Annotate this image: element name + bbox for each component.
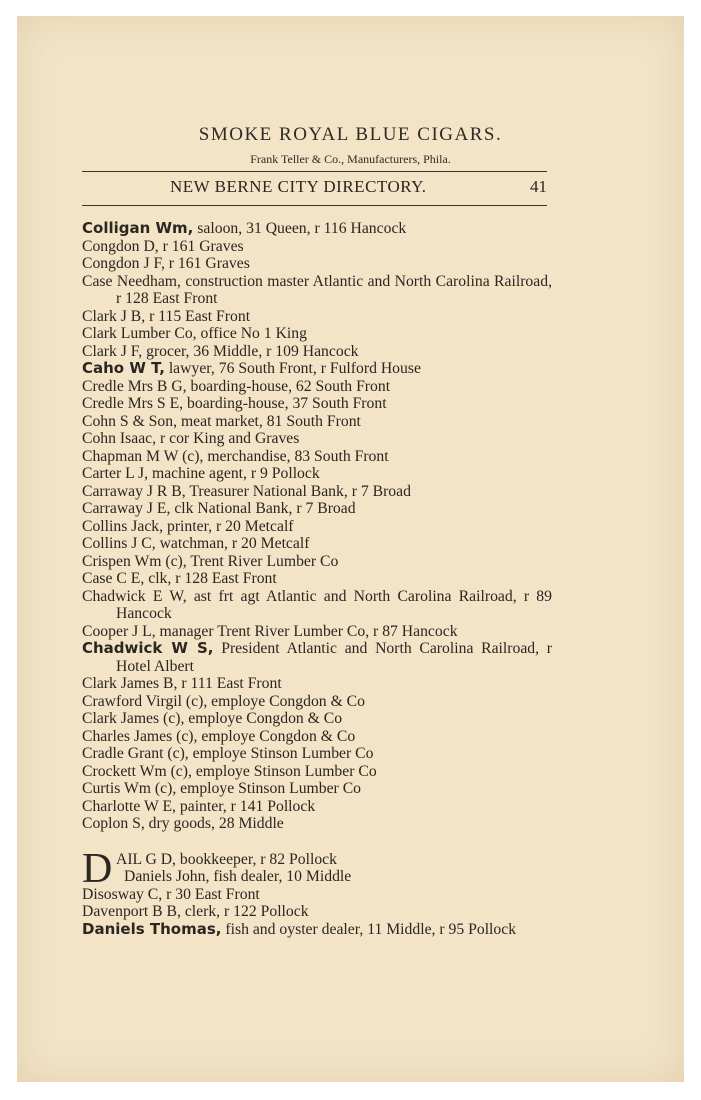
entry-text: Charles James (c), employe Congdon & Co bbox=[82, 727, 356, 745]
entry-text: Cooper J L, manager Trent River Lumber Co, r 87 Hancock bbox=[82, 622, 458, 640]
directory-entry bbox=[82, 921, 552, 939]
entry-text: Disosway C, r 30 East Front bbox=[82, 885, 260, 903]
entry-text: fish and oyster dealer, 11 Middle, r 95 Pollock bbox=[221, 920, 517, 938]
entry-text: Carraway J R B, Treasurer National Bank, r 7 Broad bbox=[82, 482, 411, 500]
directory-entry bbox=[82, 623, 552, 641]
entry-text: Cradle Grant (c), employe Stinson Lumber Co bbox=[82, 745, 374, 762]
entry-text: Collins J C, watchman, r 20 Metcalf bbox=[82, 535, 310, 552]
entry-text: Carter L J, machine agent, r 9 Pollock bbox=[82, 465, 320, 482]
entry-text: Crawford Virgil (c), employe Congdon & Co bbox=[82, 692, 365, 710]
directory-entries bbox=[82, 220, 552, 938]
dropcap-letter: D bbox=[82, 845, 113, 892]
directory-entry bbox=[82, 238, 552, 256]
entry-text: Crockett Wm (c), employe Stinson Lumber Co bbox=[82, 762, 377, 780]
directory-entry bbox=[82, 430, 552, 448]
entry-text: Crispen Wm (c), Trent River Lumber Co bbox=[82, 552, 339, 570]
entry-text: Congdon J F, r 161 Graves bbox=[82, 255, 250, 272]
directory-entry bbox=[82, 360, 552, 378]
entry-text: Coplon S, dry goods, 28 Middle bbox=[82, 815, 284, 832]
directory-entry bbox=[82, 780, 552, 798]
directory-entry bbox=[82, 343, 552, 361]
entry-text: Davenport B B, clerk, r 122 Pollock bbox=[82, 903, 309, 920]
c-section bbox=[82, 220, 552, 833]
page-number: 41 bbox=[530, 177, 547, 196]
directory-entry bbox=[82, 500, 552, 518]
d-section bbox=[82, 845, 552, 892]
entry-text: Case C E, clk, r 128 East Front bbox=[82, 570, 277, 587]
entry-text: Carraway J E, clk National Bank, r 7 Broad bbox=[82, 500, 356, 517]
directory-entry bbox=[82, 378, 552, 396]
directory-entry bbox=[82, 535, 552, 553]
entry-text: Clark J F, grocer, 36 Middle, r 109 Hancock bbox=[82, 342, 359, 360]
directory-entry bbox=[82, 640, 552, 675]
entry-text: Clark J B, r 115 East Front bbox=[82, 307, 251, 325]
directory-entry bbox=[82, 763, 552, 781]
directory-entry bbox=[82, 448, 552, 466]
entry-text: Cohn S & Son, meat market, 81 South Front bbox=[82, 412, 361, 430]
directory-entry bbox=[82, 588, 552, 623]
directory-entry bbox=[82, 710, 552, 728]
header-rule-bottom bbox=[82, 205, 547, 206]
directory-entry bbox=[82, 518, 552, 536]
advert-subtitle: Frank Teller & Co., Manufacturers, Phila. bbox=[250, 152, 451, 166]
directory-entry bbox=[82, 273, 552, 308]
entry-name-bold: Colligan Wm, bbox=[82, 219, 194, 237]
directory-entry bbox=[82, 675, 552, 693]
entry-text: Cohn Isaac, r cor King and Graves bbox=[82, 430, 300, 447]
entry-text: Credle Mrs S E, boarding-house, 37 South Front bbox=[82, 395, 387, 412]
directory-entry bbox=[82, 413, 552, 431]
directory-entry bbox=[82, 255, 552, 273]
section-gap bbox=[82, 833, 552, 851]
d-first-entry: AIL G D, bookkeeper, r 82 Pollock bbox=[116, 850, 337, 868]
directory-entry bbox=[82, 693, 552, 711]
entry-text: Clark James B, r 111 East Front bbox=[82, 675, 282, 692]
entry-text: Clark Lumber Co, office No 1 King bbox=[82, 325, 307, 342]
entry-name-bold: Chadwick W S, bbox=[82, 639, 214, 657]
header-rule-top bbox=[82, 171, 547, 172]
directory-entry bbox=[82, 798, 552, 816]
entry-text: Congdon D, r 161 Graves bbox=[82, 237, 244, 255]
d-entries bbox=[82, 886, 552, 939]
page-header-title: NEW BERNE CITY DIRECTORY. bbox=[170, 177, 427, 196]
entry-text: Charlotte W E, painter, r 141 Pollock bbox=[82, 797, 316, 815]
directory-entry bbox=[82, 465, 552, 483]
directory-entry bbox=[82, 325, 552, 343]
directory-entry bbox=[82, 220, 552, 238]
directory-entry bbox=[82, 728, 552, 746]
entry-text: President Atlantic and North Carolina Railroad, r Hotel Albert bbox=[116, 640, 552, 675]
entry-name-bold: Caho W T, bbox=[82, 359, 165, 377]
directory-entry bbox=[82, 886, 552, 904]
entry-text: Credle Mrs B G, boarding-house, 62 South Front bbox=[82, 377, 391, 395]
entry-text: Case Needham, construction master Atlantic and North Carolina Railroad, r 128 East Front bbox=[82, 272, 552, 307]
directory-entry bbox=[82, 815, 552, 833]
entry-text: lawyer, 76 South Front, r Fulford House bbox=[164, 360, 421, 377]
entry-text: Chapman M W (c), merchandise, 83 South Front bbox=[82, 447, 389, 465]
entry-text: Curtis Wm (c), employe Stinson Lumber Co bbox=[82, 780, 362, 797]
d-second-entry: Daniels John, fish dealer, 10 Middle bbox=[124, 868, 352, 885]
directory-entry bbox=[82, 903, 552, 921]
entry-text: Clark James (c), employe Congdon & Co bbox=[82, 710, 343, 727]
entry-text: saloon, 31 Queen, r 116 Hancock bbox=[193, 220, 407, 237]
directory-entry bbox=[82, 483, 552, 501]
entry-text: Collins Jack, printer, r 20 Metcalf bbox=[82, 517, 294, 535]
directory-entry bbox=[82, 553, 552, 571]
directory-entry bbox=[82, 395, 552, 413]
directory-page bbox=[17, 16, 684, 1082]
entry-name-bold: Daniels Thomas, bbox=[82, 919, 222, 938]
entry-text: Chadwick E W, ast frt agt Atlantic and North Carolina Railroad, r 89 Hancock bbox=[82, 587, 552, 622]
directory-entry bbox=[82, 308, 552, 326]
directory-entry bbox=[82, 745, 552, 763]
directory-entry bbox=[82, 570, 552, 588]
advert-title: SMOKE ROYAL BLUE CIGARS. bbox=[198, 124, 503, 145]
